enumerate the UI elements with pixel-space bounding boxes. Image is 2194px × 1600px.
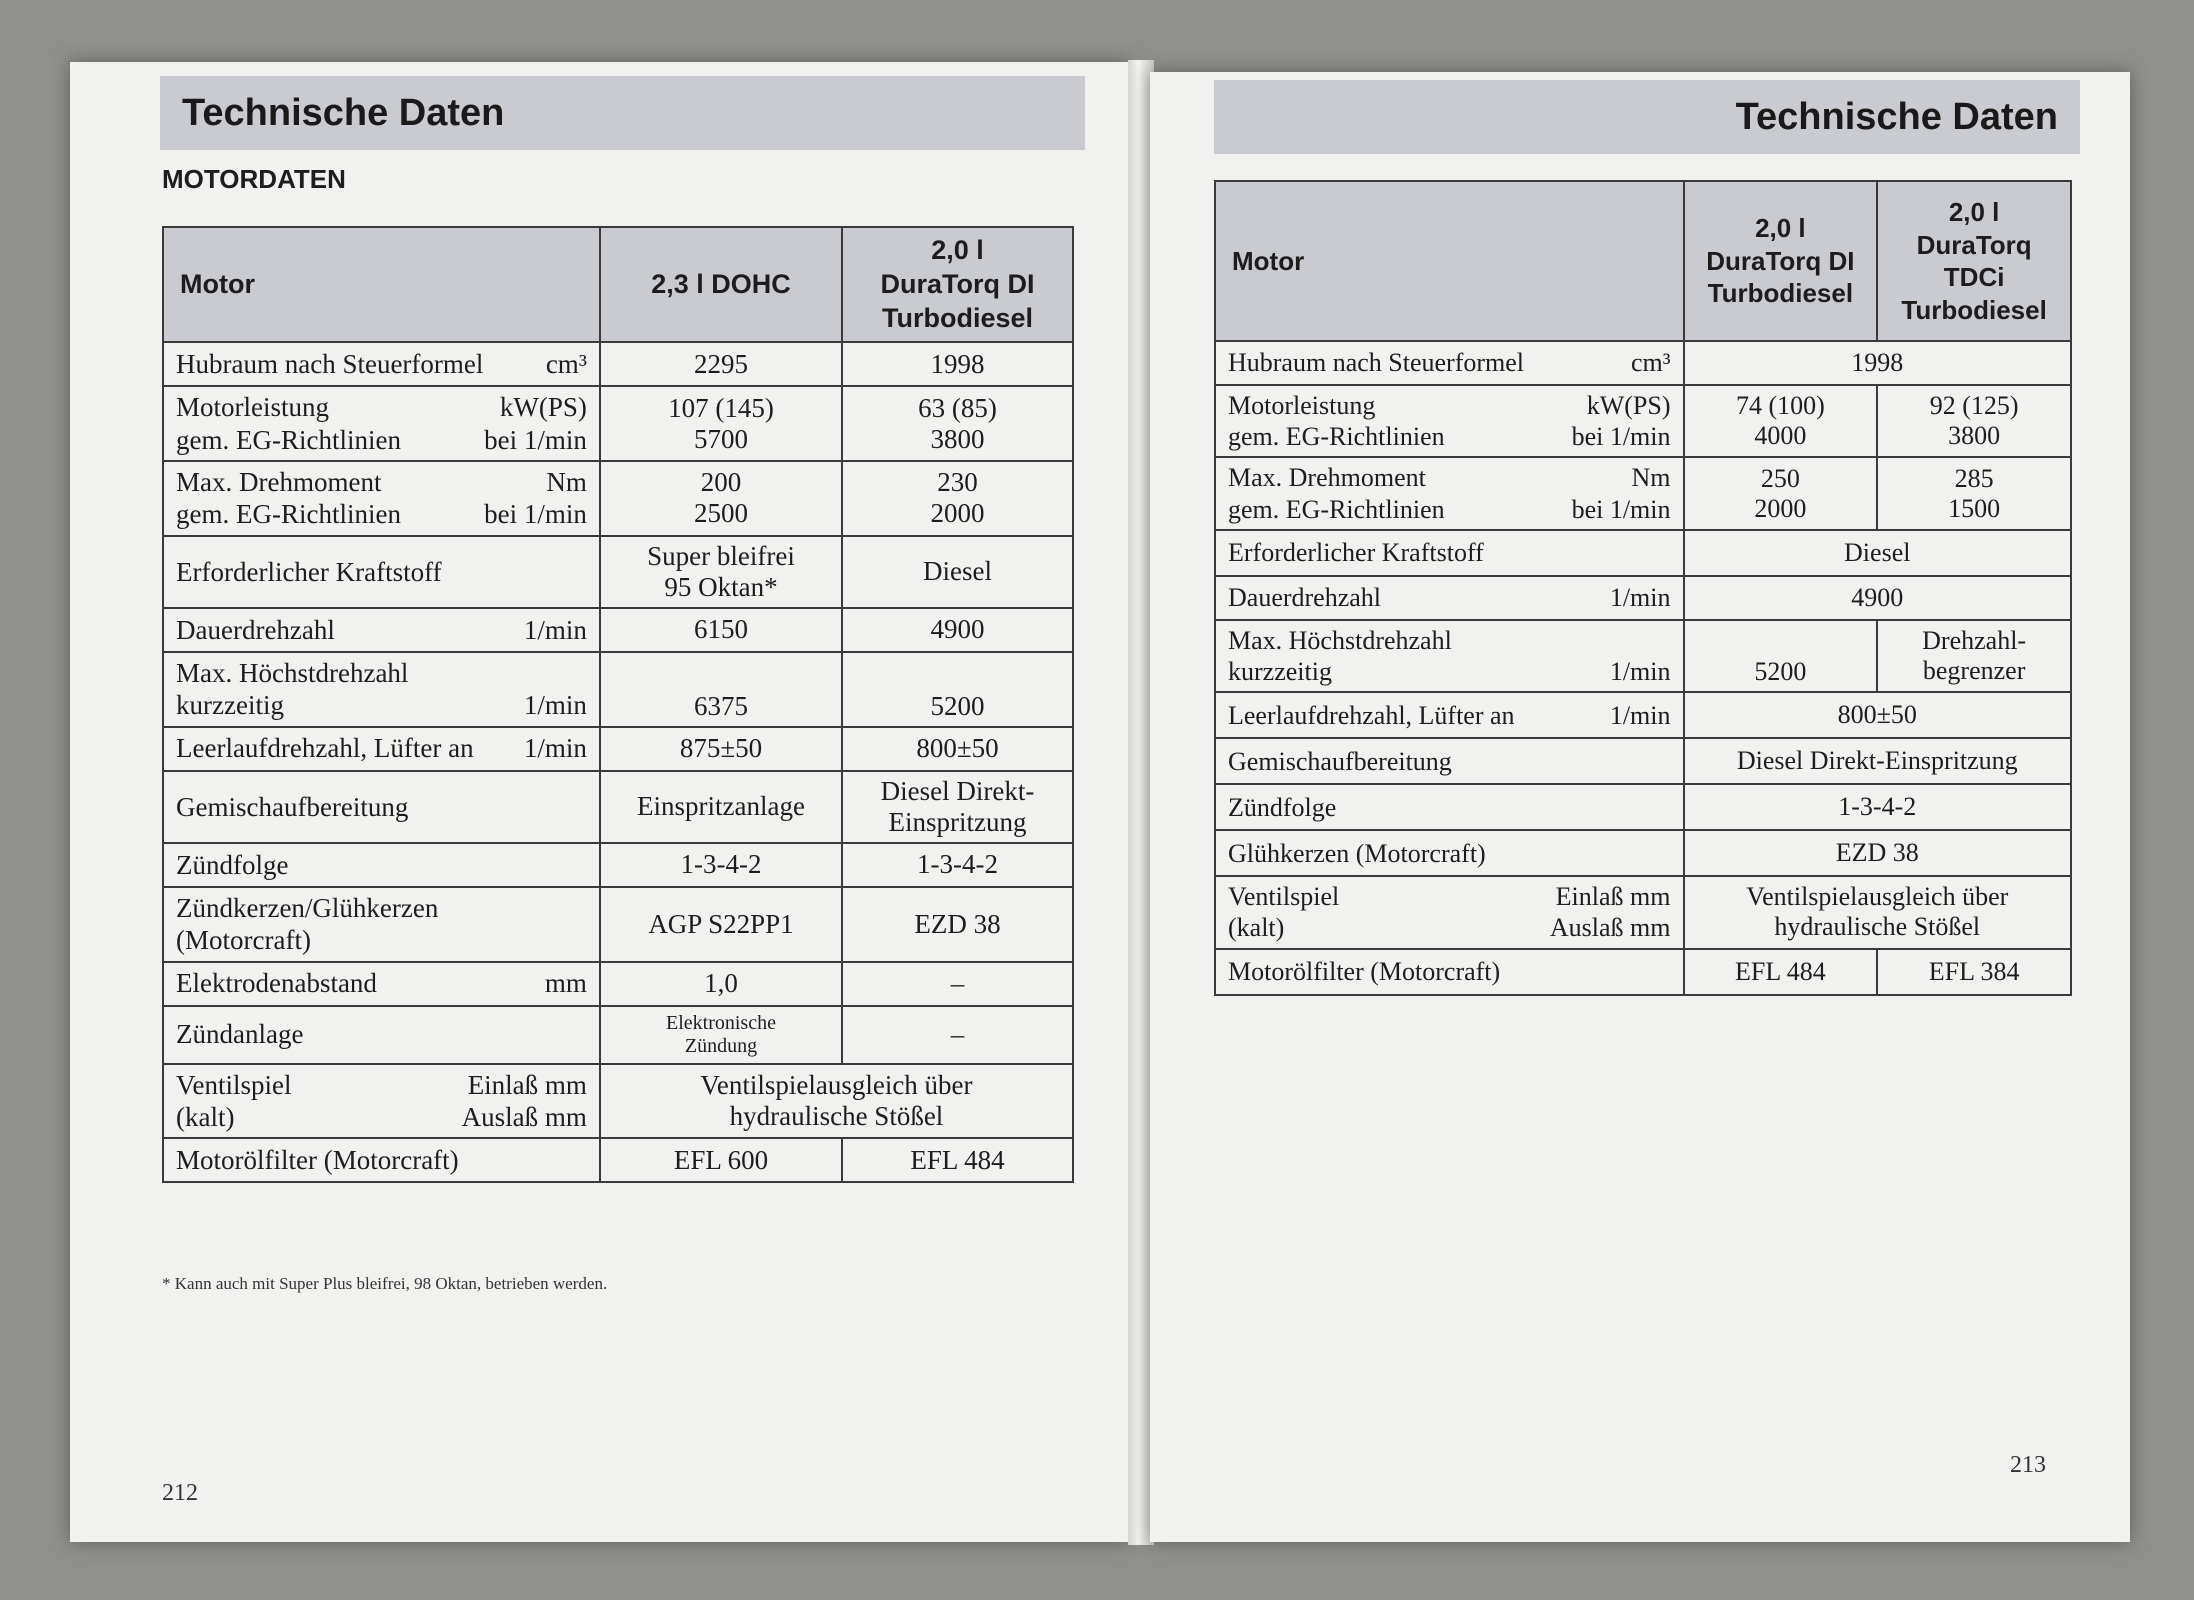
table-row xyxy=(163,461,1073,536)
table-row xyxy=(163,1138,1073,1182)
cell-value-span: 4900 xyxy=(1684,576,2072,620)
cell-value: AGP S22PP1 xyxy=(600,887,842,962)
row-label: Erforderlicher Kraftstoff xyxy=(163,536,600,608)
table-row xyxy=(163,1064,1073,1139)
page-header-title: Technische Daten xyxy=(182,92,505,134)
table-row xyxy=(1215,830,2071,876)
table-row xyxy=(1215,876,2071,948)
cell-value: 250 2000 xyxy=(1684,457,1878,529)
row-label: Max. Drehmoment Nm gem. EG-Richtlinien bei 1/min xyxy=(163,461,600,536)
cell-value: 4900 xyxy=(842,608,1073,652)
table-row xyxy=(163,1006,1073,1064)
cell-value: Super bleifrei 95 Oktan* xyxy=(600,536,842,608)
cell-value: 1-3-4-2 xyxy=(842,843,1073,887)
row-label: Max. Höchstdrehzahl kurzzeitig 1/min xyxy=(1215,620,1684,692)
table-row xyxy=(163,887,1073,962)
row-label: Motorölfilter (Motorcraft) xyxy=(1215,949,1684,995)
table-row xyxy=(163,652,1073,727)
table-row xyxy=(163,342,1073,386)
row-label: Hubraum nach Steuerformel cm³ xyxy=(1215,341,1684,385)
table-row xyxy=(163,608,1073,652)
cell-value-span: Diesel Direkt-Einspritzung xyxy=(1684,738,2072,784)
cell-value: – xyxy=(842,962,1073,1006)
row-label: Gemischaufbereitung xyxy=(163,771,600,843)
row-label: Max. Höchstdrehzahl kurzzeitig 1/min xyxy=(163,652,600,727)
table-row xyxy=(1215,784,2071,830)
cell-value: 5200 xyxy=(842,652,1073,727)
header-bar xyxy=(1214,80,2080,154)
row-label: Zündfolge xyxy=(1215,784,1684,830)
table-row xyxy=(1215,620,2071,692)
cell-value: Einspritzanlage xyxy=(600,771,842,843)
cell-value: 63 (85) 3800 xyxy=(842,386,1073,461)
cell-value: Drehzahl- begrenzer xyxy=(1877,620,2071,692)
cell-value-span: Ventilspielausgleich über hydraulische Stößel xyxy=(1684,876,2072,948)
cell-value: 5200 xyxy=(1684,620,1878,692)
cell-value: 230 2000 xyxy=(842,461,1073,536)
row-label: Hubraum nach Steuerformel cm³ xyxy=(163,342,600,386)
cell-value: 200 2500 xyxy=(600,461,842,536)
page-number: 213 xyxy=(2010,1452,2046,1478)
table-row xyxy=(163,843,1073,887)
row-label: Zündkerzen/Glühkerzen (Motorcraft) xyxy=(163,887,600,962)
table-row xyxy=(1215,692,2071,738)
page-header-title: Technische Daten xyxy=(1735,96,2058,138)
row-label: Erforderlicher Kraftstoff xyxy=(1215,530,1684,576)
row-label: Zündanlage xyxy=(163,1006,600,1064)
table-row xyxy=(163,962,1073,1006)
cell-value: 800±50 xyxy=(842,727,1073,771)
cell-value-span: 1998 xyxy=(1684,341,2072,385)
header-bar xyxy=(160,76,1085,150)
table-row xyxy=(163,727,1073,771)
column-header-engine-1: 2,3 l DOHC xyxy=(600,227,842,342)
left-page xyxy=(70,62,1130,1542)
table-header-row xyxy=(1215,181,2071,341)
column-header-engine-1: 2,0 l DuraTorq DI Turbodiesel xyxy=(1684,181,1878,341)
row-label: Ventilspiel Einlaß mm (kalt) Auslaß mm xyxy=(163,1064,600,1139)
row-label: Dauerdrehzahl 1/min xyxy=(1215,576,1684,620)
table-row xyxy=(1215,341,2071,385)
cell-value: Diesel xyxy=(842,536,1073,608)
cell-value-span: 1-3-4-2 xyxy=(1684,784,2072,830)
cell-value: – xyxy=(842,1006,1073,1064)
row-label: Elektrodenabstand mm xyxy=(163,962,600,1006)
cell-value: 92 (125) 3800 xyxy=(1877,385,2071,457)
cell-value-span: 800±50 xyxy=(1684,692,2072,738)
cell-value-span: Diesel xyxy=(1684,530,2072,576)
table-row xyxy=(163,536,1073,608)
cell-value: 74 (100) 4000 xyxy=(1684,385,1878,457)
row-label: Zündfolge xyxy=(163,843,600,887)
cell-value: 6150 xyxy=(600,608,842,652)
row-label: Gemischaufbereitung xyxy=(1215,738,1684,784)
engine-data-table xyxy=(162,226,1074,1183)
page-number: 212 xyxy=(162,1480,198,1506)
column-header-engine-2: 2,0 l DuraTorq TDCi Turbodiesel xyxy=(1877,181,2071,341)
section-title: MOTORDATEN xyxy=(162,164,346,194)
cell-value: 875±50 xyxy=(600,727,842,771)
engine-data-table xyxy=(1214,180,2072,996)
cell-value: EFL 384 xyxy=(1877,949,2071,995)
table-row xyxy=(1215,385,2071,457)
cell-value: 2295 xyxy=(600,342,842,386)
cell-value: 6375 xyxy=(600,652,842,727)
cell-value-span: EZD 38 xyxy=(1684,830,2072,876)
cell-value: 1,0 xyxy=(600,962,842,1006)
cell-value: Elektronische Zündung xyxy=(600,1006,842,1064)
footnote: * Kann auch mit Super Plus bleifrei, 98 Oktan, betrieben werden. xyxy=(162,1274,608,1293)
row-label: Leerlaufdrehzahl, Lüfter an 1/min xyxy=(1215,692,1684,738)
table-row xyxy=(1215,576,2071,620)
row-label: Motorleistung kW(PS) gem. EG-Richtlinien bei 1/min xyxy=(163,386,600,461)
column-header-motor: Motor xyxy=(1215,181,1684,341)
cell-value-span: Ventilspielausgleich über hydraulische Stößel xyxy=(600,1064,1073,1139)
row-label: Max. Drehmoment Nm gem. EG-Richtlinien bei 1/min xyxy=(1215,457,1684,529)
cell-value: EFL 484 xyxy=(1684,949,1878,995)
table-row xyxy=(1215,949,2071,995)
column-header-motor: Motor xyxy=(163,227,600,342)
table-row xyxy=(163,386,1073,461)
table-row xyxy=(1215,738,2071,784)
column-header-engine-2: 2,0 l DuraTorq DI Turbodiesel xyxy=(842,227,1073,342)
row-label: Leerlaufdrehzahl, Lüfter an 1/min xyxy=(163,727,600,771)
right-page xyxy=(1150,72,2130,1542)
row-label: Dauerdrehzahl 1/min xyxy=(163,608,600,652)
row-label: Ventilspiel Einlaß mm (kalt) Auslaß mm xyxy=(1215,876,1684,948)
row-label: Motorölfilter (Motorcraft) xyxy=(163,1138,600,1182)
cell-value: EZD 38 xyxy=(842,887,1073,962)
table-header-row xyxy=(163,227,1073,342)
cell-value: 1-3-4-2 xyxy=(600,843,842,887)
table-row xyxy=(1215,457,2071,529)
row-label: Motorleistung kW(PS) gem. EG-Richtlinien bei 1/min xyxy=(1215,385,1684,457)
row-label: Glühkerzen (Motorcraft) xyxy=(1215,830,1684,876)
cell-value: EFL 484 xyxy=(842,1138,1073,1182)
table-row xyxy=(1215,530,2071,576)
cell-value: 285 1500 xyxy=(1877,457,2071,529)
cell-value: 1998 xyxy=(842,342,1073,386)
cell-value: 107 (145) 5700 xyxy=(600,386,842,461)
cell-value: EFL 600 xyxy=(600,1138,842,1182)
cell-value: Diesel Direkt- Einspritzung xyxy=(842,771,1073,843)
table-row xyxy=(163,771,1073,843)
